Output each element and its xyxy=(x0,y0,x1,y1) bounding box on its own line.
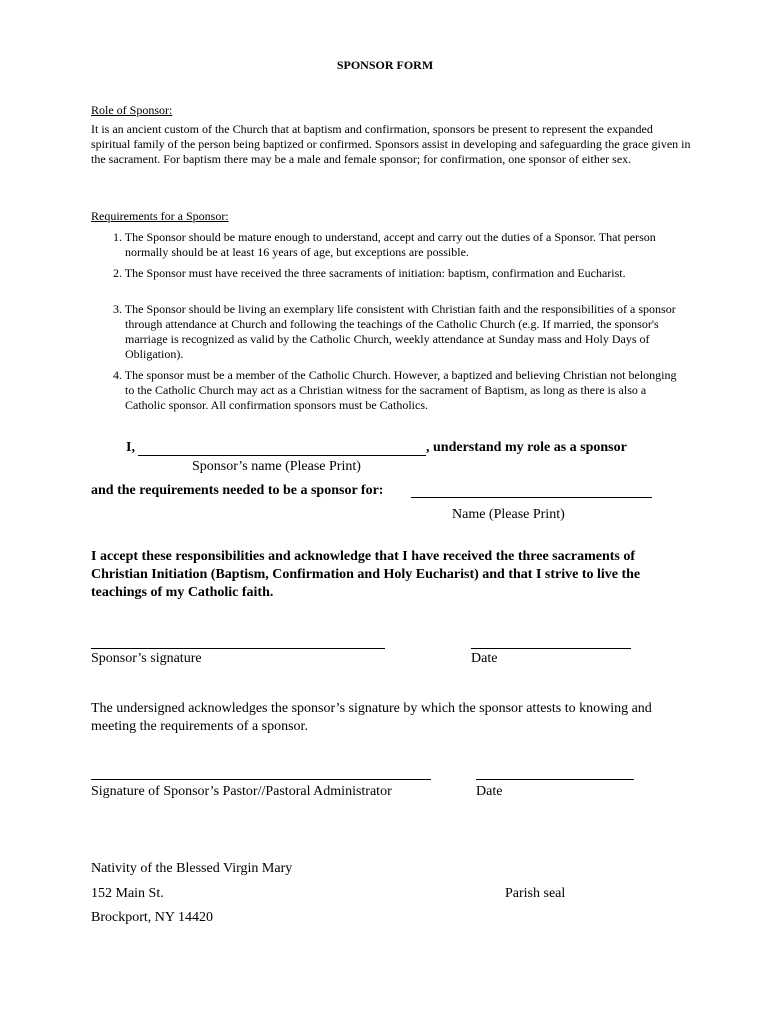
form-title: SPONSOR FORM xyxy=(336,58,434,72)
sponsor-date-label: Date xyxy=(471,651,498,666)
role-heading: Role of Sponsor: xyxy=(91,103,173,117)
declaration-suffix: , understand my role as a sponsor xyxy=(426,440,627,455)
requirement-item-4: 4. The sponsor must be a member of the Catholic Church. However, a baptized and believing Christian not belonging to the Catholic Church may act as a Christian witness for the sacrament of Baptism, as long as there is also a Catholic sponsor. All confirmation sponsors must be Catholics. xyxy=(113,368,677,412)
pastor-date-line[interactable] xyxy=(476,779,634,780)
parish-seal-label: Parish seal xyxy=(505,886,566,901)
acceptance-statement: I accept these responsibilities and acknowledge that I have received the three sacraments of Christian Initiation (Baptism, Confirmation and Holy Eucharist) and that I strive to live the teachings of my Catholic faith. xyxy=(91,549,641,600)
pastor-date-label: Date xyxy=(476,784,503,799)
pastor-signature-line[interactable] xyxy=(91,779,431,780)
requirement-item-2: 2. The Sponsor must have received the three sacraments of initiation: baptism, confirmation and Eucharist. xyxy=(113,266,626,280)
role-body: It is an ancient custom of the Church that at baptism and confirmation, sponsors be present to represent the expanded spiritual family of the person being baptized or confirmed. Sponsors assist in developing and safeguarding the grace given in the sacrament. For baptism there may be a male and female sponsor; for confirmation, one sponsor of either sex. xyxy=(91,122,691,166)
sponsor-name-caption: Sponsor’s name (Please Print) xyxy=(192,459,361,474)
parish-city: Brockport, NY 14420 xyxy=(91,910,213,925)
sponsor-name-field[interactable] xyxy=(138,455,426,456)
candidate-name-caption: Name (Please Print) xyxy=(452,507,565,522)
pastor-signature-label: Signature of Sponsor’s Pastor//Pastoral Administrator xyxy=(91,784,392,799)
declaration-prefix: I, xyxy=(126,440,135,455)
requirement-item-3: 3. The Sponsor should be living an exemplary life consistent with Christian faith and the responsibilities of a sponsor through attendance at Church and following the teachings of the Catholic Church (e.g. If married, the sponsor's marriage is recognized as valid by the Catholic Church, weekly attendance at Sunday mass and Holy Days of Obligation). xyxy=(113,302,676,361)
parish-street: 152 Main St. xyxy=(91,886,164,901)
sponsor-signature-label: Sponsor’s signature xyxy=(91,651,202,666)
parish-name: Nativity of the Blessed Virgin Mary xyxy=(91,861,293,876)
requirement-item-1: 1. The Sponsor should be mature enough to understand, accept and carry out the duties of a Sponsor. That person normally should be at least 16 years of age, but exceptions are possible. xyxy=(113,230,656,259)
sponsor-date-line[interactable] xyxy=(471,648,631,649)
sponsor-signature-line[interactable] xyxy=(91,648,385,649)
pastor-note: The undersigned acknowledges the sponsor’s signature by which the sponsor attests to knowing and meeting the requirements of a sponsor. xyxy=(91,701,652,734)
candidate-name-field[interactable] xyxy=(411,497,652,498)
declaration-line2: and the requirements needed to be a sponsor for: xyxy=(91,483,384,498)
requirements-heading: Requirements for a Sponsor: xyxy=(91,209,229,223)
